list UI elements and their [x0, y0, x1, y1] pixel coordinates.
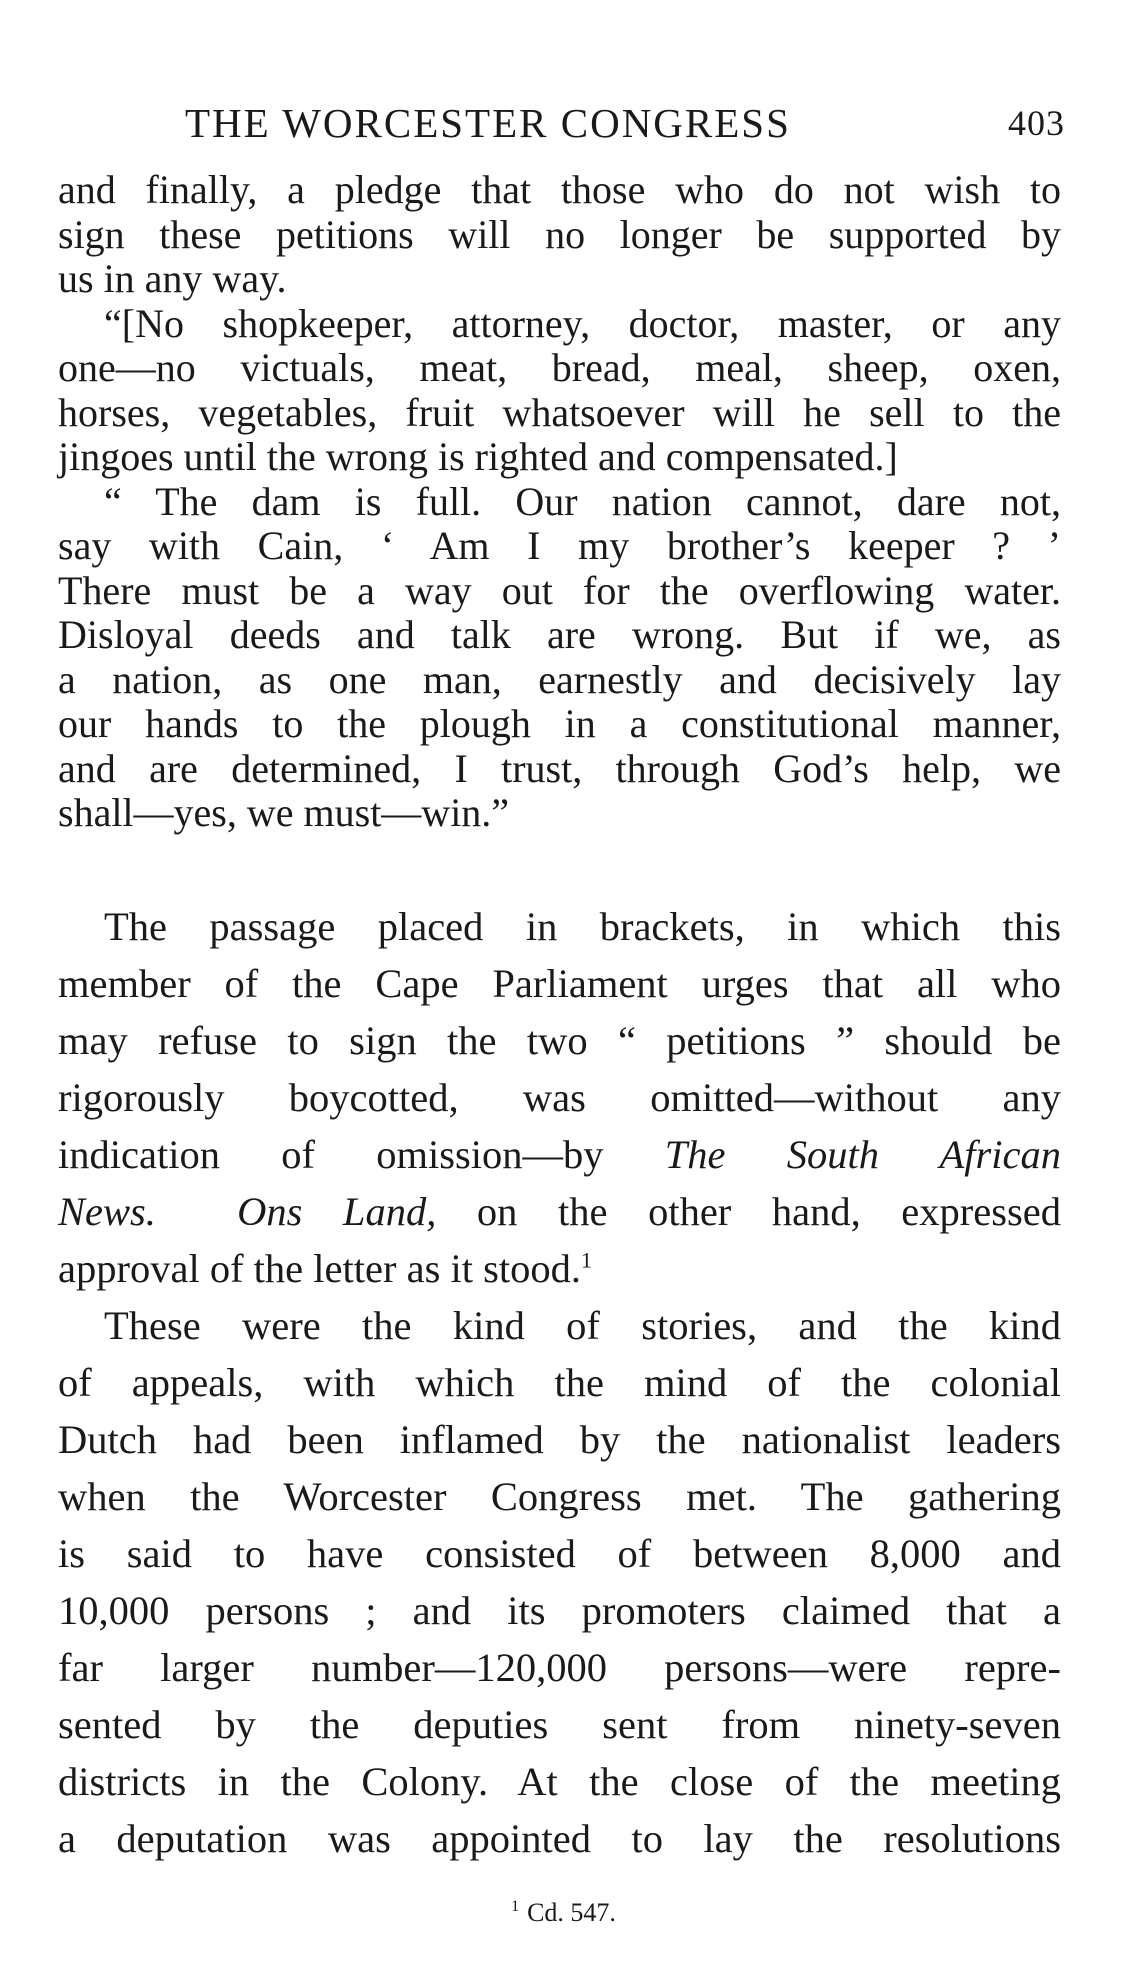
text-line — [58, 1240, 1061, 1297]
text-line: horses, vegetables, fruit whatsoever will he sell to the — [58, 389, 1061, 435]
text-line: These were the kind of stories, and the kind — [104, 1303, 1061, 1348]
text-line: The passage placed in brackets, in which this — [104, 904, 1061, 949]
page-number: 403 — [1008, 103, 1065, 143]
text-line: Disloyal deeds and talk are wrong. But if we, as — [58, 612, 1061, 657]
text-line: Dutch had been inflamed by the nationalist leaders — [58, 1417, 1061, 1462]
text-line: is said to have consisted of between 8,000 and — [58, 1531, 1061, 1576]
text-line: a deputation was appointed to lay the resolutions — [58, 1816, 1061, 1861]
footnote-text: Cd. 547. — [527, 1898, 616, 1927]
text-line: may refuse to sign the two “ petitions ” should be — [58, 1018, 1061, 1063]
text-fragment: approval of the letter as it stood. — [58, 1246, 581, 1291]
text-line: There must be a way out for the overflowing water. — [58, 567, 1061, 613]
text-line — [58, 1183, 1061, 1240]
quoted-letter — [58, 168, 1061, 836]
newspaper-title: Ons Land, — [237, 1189, 437, 1234]
text-line: and finally, a pledge that those who do not wish to — [58, 167, 1061, 212]
text-line: and are determined, I trust, through God’s help, we — [58, 745, 1061, 791]
text-line: shall—yes, we must—win.” — [58, 790, 510, 835]
footnote-mark: 1 — [511, 1898, 520, 1916]
text-line: jingoes until the wrong is righted and compensated.] — [58, 434, 898, 479]
text-line: far larger number—120,000 persons—were repre- — [58, 1645, 1061, 1690]
footnote — [0, 1898, 1127, 1928]
newspaper-title: The South African — [664, 1132, 1061, 1177]
running-title: THE WORCESTER CONGRESS — [185, 100, 791, 146]
text-line: “[No shopkeeper, attorney, doctor, master, or any — [104, 300, 1061, 346]
footnote-reference[interactable]: 1 — [580, 1247, 592, 1273]
text-line: sented by the deputies sent from ninety-seven — [58, 1702, 1061, 1747]
text-line — [58, 1126, 1061, 1183]
text-line: a nation, as one man, earnestly and decisively lay — [58, 656, 1061, 702]
text-line: sign these petitions will no longer be supported by — [58, 211, 1061, 257]
main-text — [58, 898, 1061, 1867]
text-line: of appeals, with which the mind of the colonial — [58, 1360, 1061, 1405]
text-line: districts in the Colony. At the close of the meeting — [58, 1759, 1061, 1804]
text-line: “ The dam is full. Our nation cannot, dare not, — [104, 478, 1061, 524]
text-line: rigorously boycotted, was omitted—without any — [58, 1075, 1061, 1120]
text-fragment: indication of omission—by — [58, 1132, 665, 1177]
page-header — [185, 98, 1065, 148]
newspaper-title: News. — [58, 1189, 156, 1234]
text-line: us in any way. — [58, 256, 287, 301]
text-fragment: on the other hand, expressed — [436, 1189, 1061, 1234]
text-line: say with Cain, ‘ Am I my brother’s keeper ? ’ — [58, 523, 1061, 568]
text-line: member of the Cape Parliament urges that all who — [58, 961, 1061, 1006]
text-line: our hands to the plough in a constitutional manner, — [58, 701, 1061, 746]
text-line: one—no victuals, meat, bread, meal, sheep, oxen, — [58, 345, 1061, 390]
text-line: when the Worcester Congress met. The gathering — [58, 1474, 1061, 1519]
text-line: 10,000 persons ; and its promoters claimed that a — [58, 1588, 1061, 1633]
